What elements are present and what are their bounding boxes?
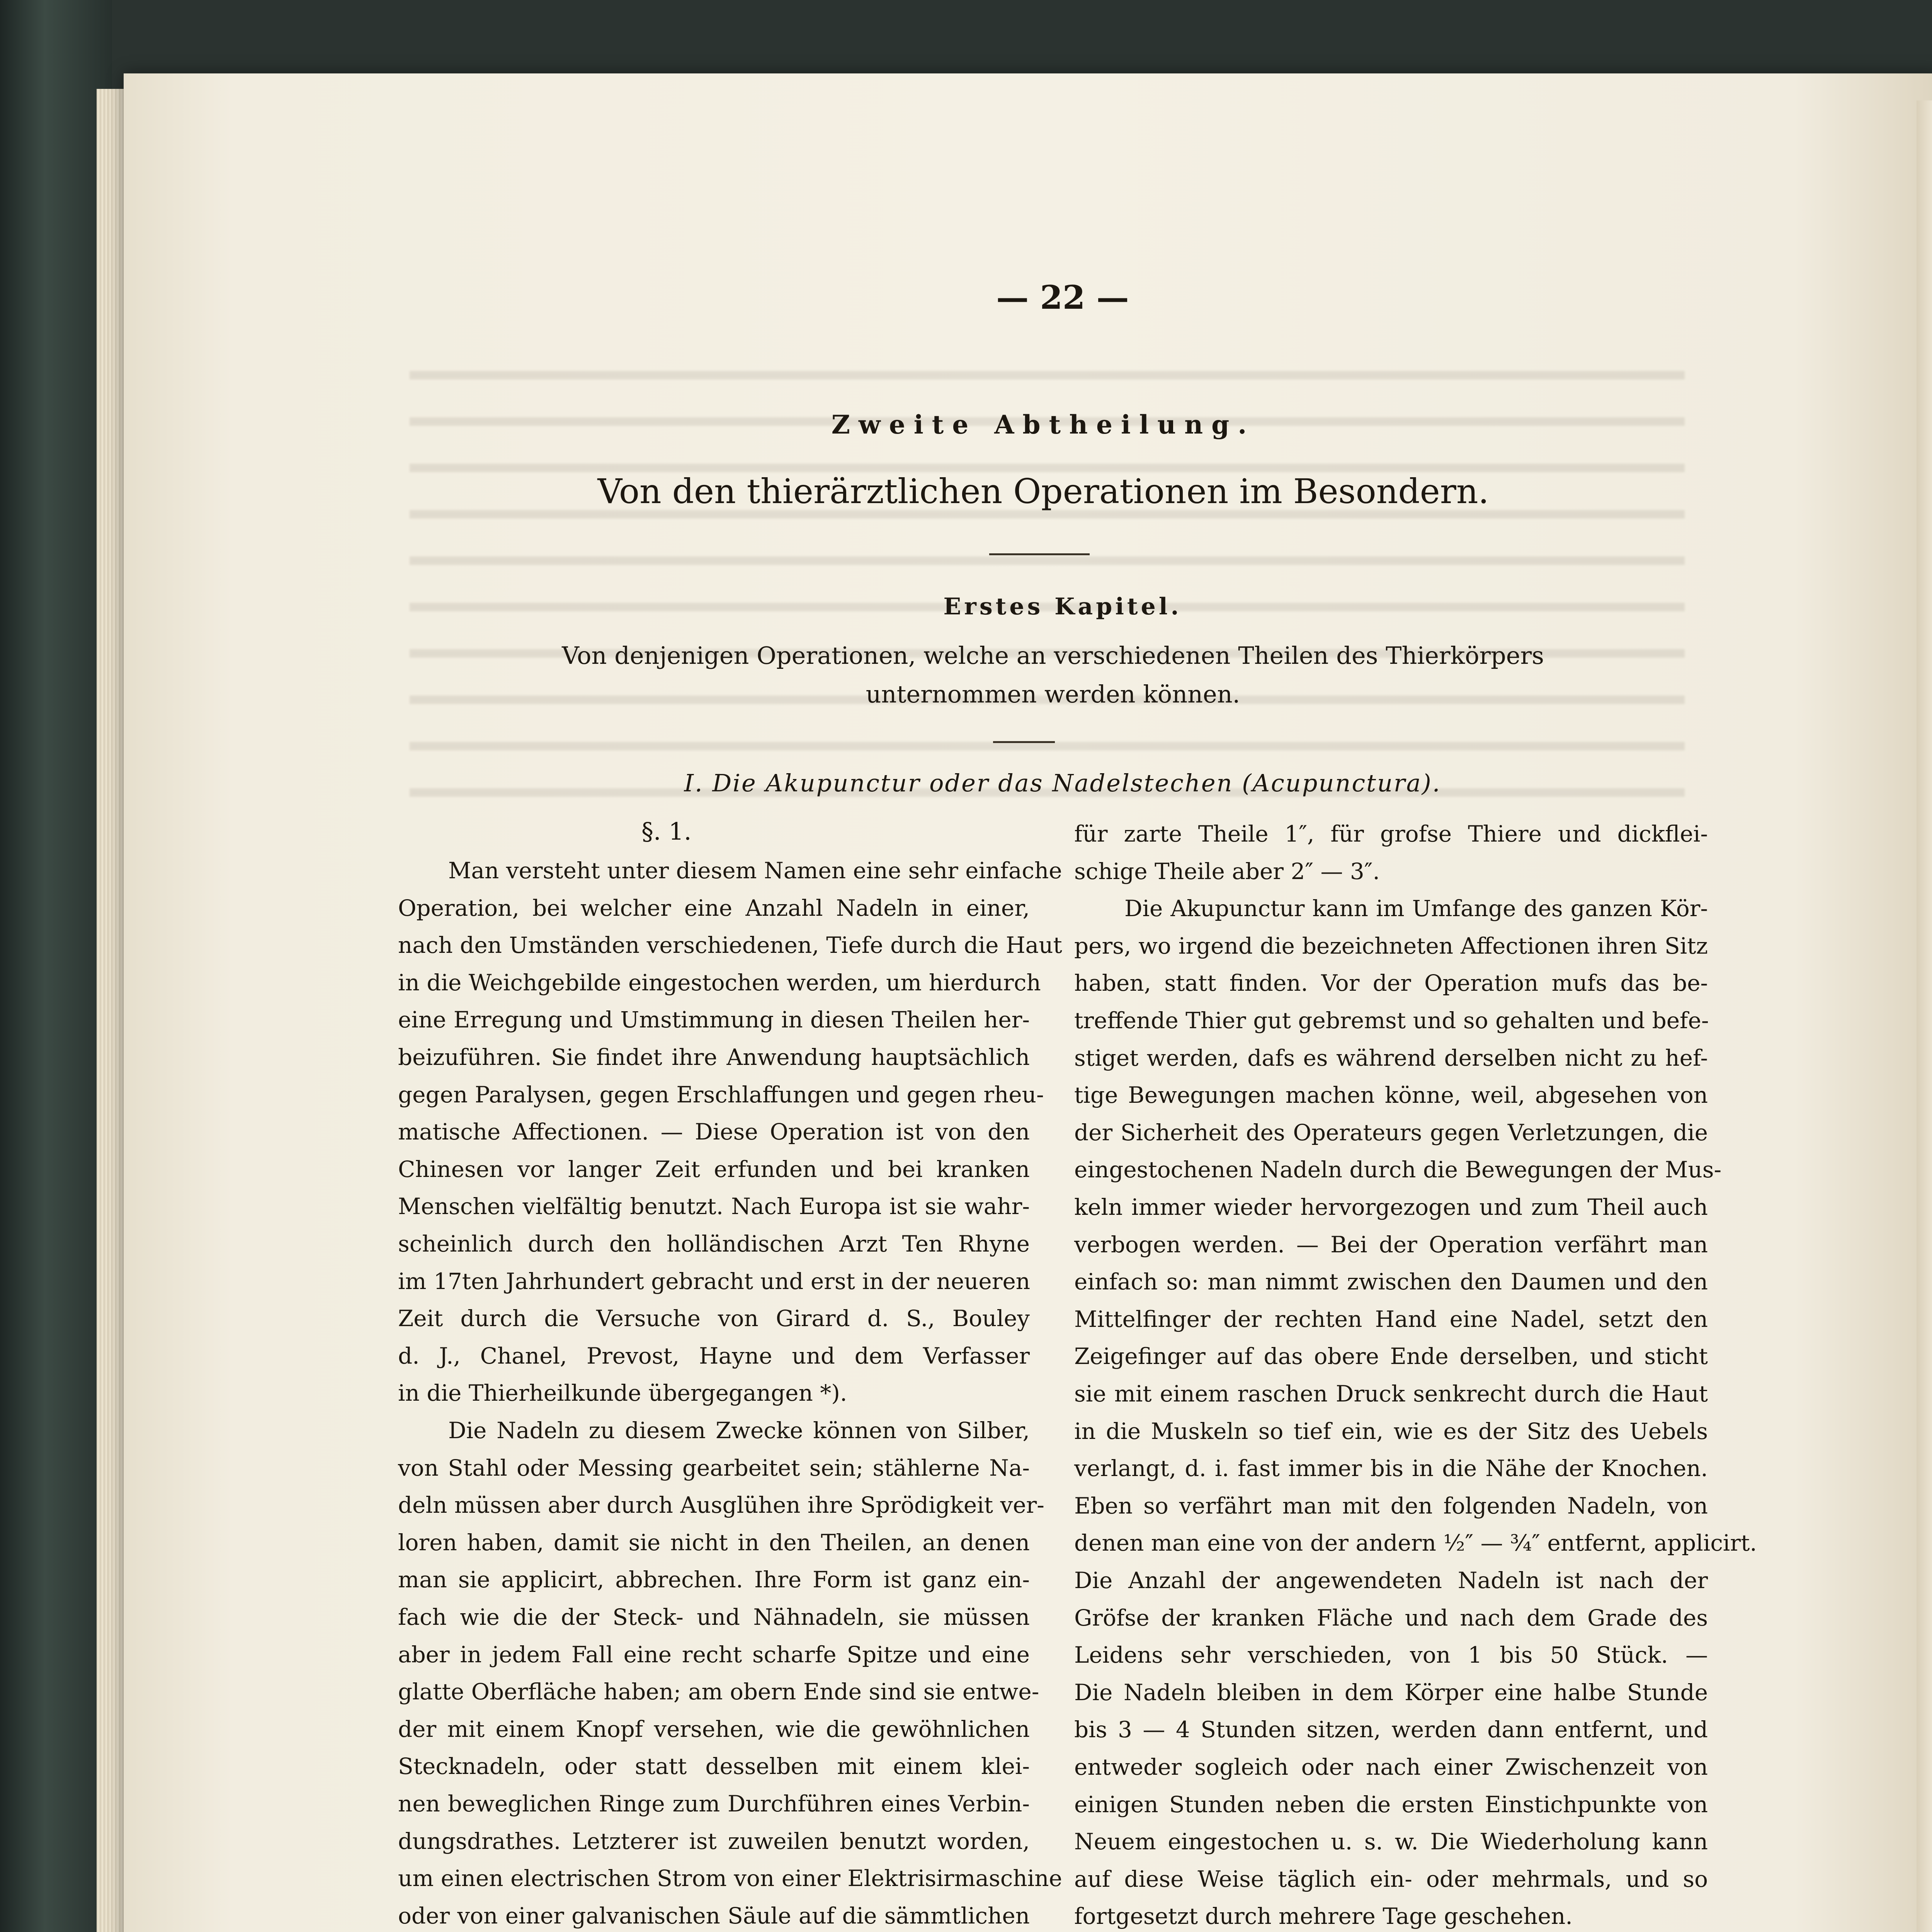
text-line: verbogen werden. — Bei der Operation verfährt man (1074, 1231, 1708, 1258)
text-line: entweder sogleich oder nach einer Zwischenzeit von (1074, 1754, 1708, 1780)
section-1-heading: I. Die Akupunctur oder das Nadelstechen (Acupunctura). (684, 769, 1441, 797)
text-line: in die Muskeln so tief ein, wie es der Sitz des Uebels (1074, 1418, 1708, 1444)
text-line: oder von einer galvanischen Säule auf die sämmtlichen (398, 1902, 1030, 1929)
chapter-title-line-2: unternommen werden können. (866, 680, 1240, 708)
next-page-edge (1917, 100, 1932, 1932)
text-line: aber in jedem Fall eine recht scharfe Spitze und eine (398, 1641, 1030, 1668)
section-1-paragraph-mark: §. 1. (641, 817, 692, 845)
text-line: gegen Paralysen, gegen Erschlaffungen und gegen rheu- (398, 1081, 1044, 1108)
text-line: in die Weichgebilde eingestochen werden, um hierdurch (398, 969, 1041, 996)
text-line: Neuem eingestochen u. s. w. Die Wiederholung kann (1074, 1828, 1708, 1855)
text-line: Stecknadeln, oder statt desselben mit einem klei- (398, 1753, 1030, 1780)
text-line: der mit einem Knopf versehen, wie die gewöhnlichen (398, 1716, 1030, 1742)
text-line: Menschen vielfältig benutzt. Nach Europa ist sie wahr- (398, 1193, 1030, 1220)
text-line: glatte Oberfläche haben; am obern Ende sind sie entwe- (398, 1679, 1039, 1705)
text-line: in die Thierheilkunde übergegangen *). (398, 1380, 847, 1406)
chapter-rule (993, 741, 1055, 743)
text-line: auf diese Weise täglich ein- oder mehrmals, und so (1074, 1866, 1708, 1892)
text-line: einigen Stunden neben die ersten Einstichpunkte von (1074, 1791, 1708, 1818)
text-line: von Stahl oder Messing gearbeitet sein; stählerne Na- (398, 1454, 1030, 1481)
text-line: tige Bewegungen machen könne, weil, abgesehen von (1074, 1082, 1708, 1109)
division-label: Zweite Abtheilung. (831, 410, 1255, 440)
text-line: haben, statt finden. Vor der Operation mufs das be- (1074, 970, 1708, 997)
text-line: eine Erregung und Umstimmung in diesen Theilen her- (398, 1007, 1030, 1033)
text-line: deln müssen aber durch Ausglühen ihre Sprödigkeit ver- (398, 1492, 1044, 1519)
text-line: nen beweglichen Ringe zum Durchführen eines Verbin- (398, 1791, 1030, 1817)
text-line: Man versteht unter diesem Namen eine sehr einfache (448, 857, 1062, 884)
book-cover-left (0, 0, 112, 1932)
text-line: Die Akupunctur kann im Umfange des ganzen Kör- (1124, 895, 1708, 922)
text-line: Die Nadeln zu diesem Zwecke können von Silber, (448, 1417, 1030, 1444)
text-line: fach wie die der Steck- und Nähnadeln, sie müssen (398, 1604, 1030, 1630)
text-line: Leidens sehr verschieden, von 1 bis 50 Stück. — (1074, 1642, 1708, 1668)
text-line: Chinesen vor langer Zeit erfunden und bei kranken (398, 1156, 1030, 1182)
text-line: eingestochenen Nadeln durch die Bewegungen der Mus- (1074, 1156, 1722, 1183)
text-line: nach den Umständen verschiedenen, Tiefe durch die Haut (398, 932, 1062, 959)
text-line: beizuführen. Sie findet ihre Anwendung hauptsächlich (398, 1044, 1030, 1070)
text-line: Die Anzahl der angewendeten Nadeln ist nach der (1074, 1567, 1708, 1594)
text-line: fortgesetzt durch mehrere Tage geschehen. (1074, 1903, 1573, 1930)
text-line: loren haben, damit sie nicht in den Theilen, an denen (398, 1529, 1030, 1556)
text-line: bis 3 — 4 Stunden sitzen, werden dann entfernt, und (1074, 1716, 1708, 1743)
text-line: der Sicherheit des Operateurs gegen Verletzungen, die (1074, 1119, 1708, 1146)
text-line: im 17ten Jahrhundert gebracht und erst in der neueren (398, 1268, 1031, 1294)
text-line: Zeigefinger auf das obere Ende derselben, und sticht (1074, 1343, 1708, 1370)
text-line: stiget werden, dafs es während derselben nicht zu hef- (1074, 1044, 1708, 1071)
text-line: pers, wo irgend die bezeichneten Affectionen ihren Sitz (1074, 932, 1708, 959)
chapter-label: Erstes Kapitel. (943, 593, 1182, 620)
text-line: schige Theile aber 2″ — 3″. (1074, 858, 1380, 884)
text-line: d. J., Chanel, Prevost, Hayne und dem Verfasser (398, 1342, 1030, 1369)
text-line: man sie applicirt, abbrechen. Ihre Form ist ganz ein- (398, 1566, 1030, 1593)
text-line: matische Affectionen. — Diese Operation ist von den (398, 1119, 1030, 1145)
text-line: Zeit durch die Versuche von Girard d. S., Bouley (398, 1305, 1030, 1332)
text-line: um einen electrischen Strom von einer Elektrisirmaschine (398, 1865, 1062, 1892)
text-line: treffende Thier gut gebremst und so gehalten und befe- (1074, 1007, 1709, 1034)
text-line: verlangt, d. i. fast immer bis in die Nähe der Knochen. (1074, 1455, 1708, 1482)
text-line: Operation, bei welcher eine Anzahl Nadeln in einer, (398, 895, 1030, 921)
text-line: scheinlich durch den holländischen Arzt Ten Rhyne (398, 1231, 1030, 1257)
title-rule (989, 553, 1090, 555)
text-line: sie mit einem raschen Druck senkrecht durch die Haut (1074, 1381, 1708, 1407)
text-line: Eben so verfährt man mit den folgenden Nadeln, von (1074, 1492, 1708, 1519)
text-line: Die Nadeln bleiben in dem Körper eine halbe Stunde (1074, 1679, 1708, 1706)
text-line: Mittelfinger der rechten Hand eine Nadel, setzt den (1074, 1306, 1708, 1332)
text-line: Gröfse der kranken Fläche und nach dem Grade des (1074, 1604, 1708, 1631)
text-line: keln immer wieder hervorgezogen und zum Theil auch (1074, 1194, 1708, 1220)
text-line: denen man eine von der andern ½″ — ¾″ entfernt, applicirt. (1074, 1530, 1757, 1556)
division-title: Von den thierärztlichen Operationen im Besondern. (597, 471, 1489, 511)
chapter-title-line-1: Von denjenigen Operationen, welche an verschiedenen Theilen des Thierkörpers (562, 641, 1544, 670)
text-line: dungsdrathes. Letzterer ist zuweilen benutzt worden, (398, 1828, 1030, 1854)
page-number: — 22 — (996, 278, 1129, 316)
text-line: für zarte Theile 1″, für grofse Thiere und dickflei- (1074, 821, 1708, 847)
text-line: einfach so: man nimmt zwischen den Daumen und den (1074, 1269, 1708, 1295)
